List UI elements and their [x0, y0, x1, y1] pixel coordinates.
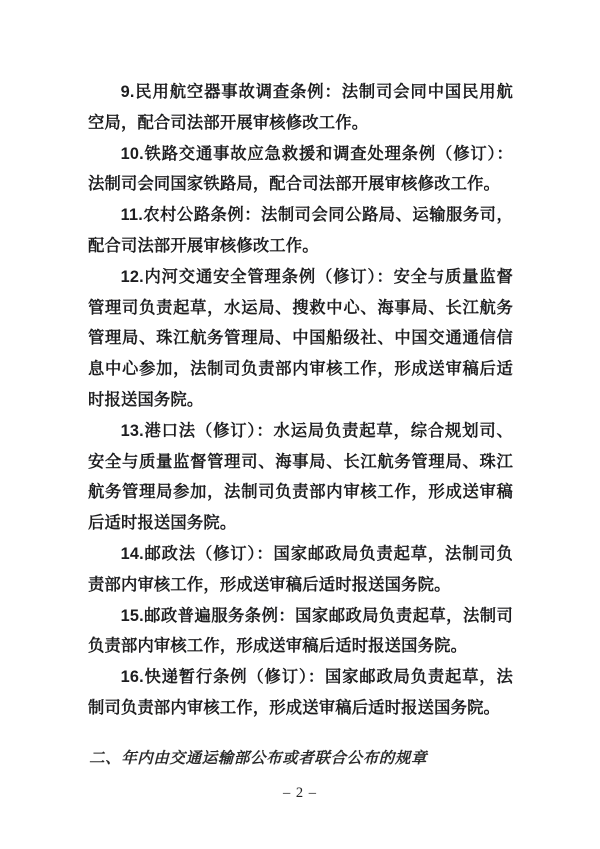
page-number: – 2 –: [283, 785, 317, 801]
paragraph-item-16: 16.快递暂行条例（修订）：国家邮政局负责起草，法制司负责部内审核工作，形成送审稿后适时报送国务院。: [88, 668, 513, 717]
paragraph-item-11: 11.农村公路条例：法制司会同公路局、运输服务司，配合司法部开展审核修改工作。: [88, 206, 513, 255]
paragraph-item-9: 9.民用航空器事故调查条例：法制司会同中国民用航空局，配合司法部开展审核修改工作。: [88, 83, 513, 132]
paragraph-item-14: 14.邮政法（修订）：国家邮政局负责起草，法制司负责部内审核工作，形成送审稿后适时报送国务院。: [88, 544, 513, 594]
document-body: [88, 77, 513, 724]
paragraph-item-15: 15.邮政普遍服务条例：国家邮政局负责起草，法制司负责部内审核工作，形成送审稿后适时报送国务院。: [88, 606, 513, 656]
paragraph-item-13: 13.港口法（修订）：水运局负责起草，综合规划司、安全与质量监督管理司、海事局、长江航务管理局、珠江航务管理局参加，法制司负责部内审核工作，形成送审稿后适时报送国务院。: [88, 421, 513, 533]
paragraph-item-12: 12.内河交通安全管理条例（修订）：安全与质量监督管理司负责起草，水运局、搜救中心、海事局、长江航务管理局、珠江航务管理局、中国船级社、中国交通通信信息中心参加，法制司负责部内审核工作，形成送审稿后适时报送国务院。: [88, 267, 513, 409]
section-heading: 二、年内由交通运输部公布或者联合公布的规章: [89, 750, 428, 767]
paragraph-item-10: 10.铁路交通事故应急救援和调查处理条例（修订）：法制司会同国家铁路局，配合司法部开展审核修改工作。: [88, 144, 513, 194]
